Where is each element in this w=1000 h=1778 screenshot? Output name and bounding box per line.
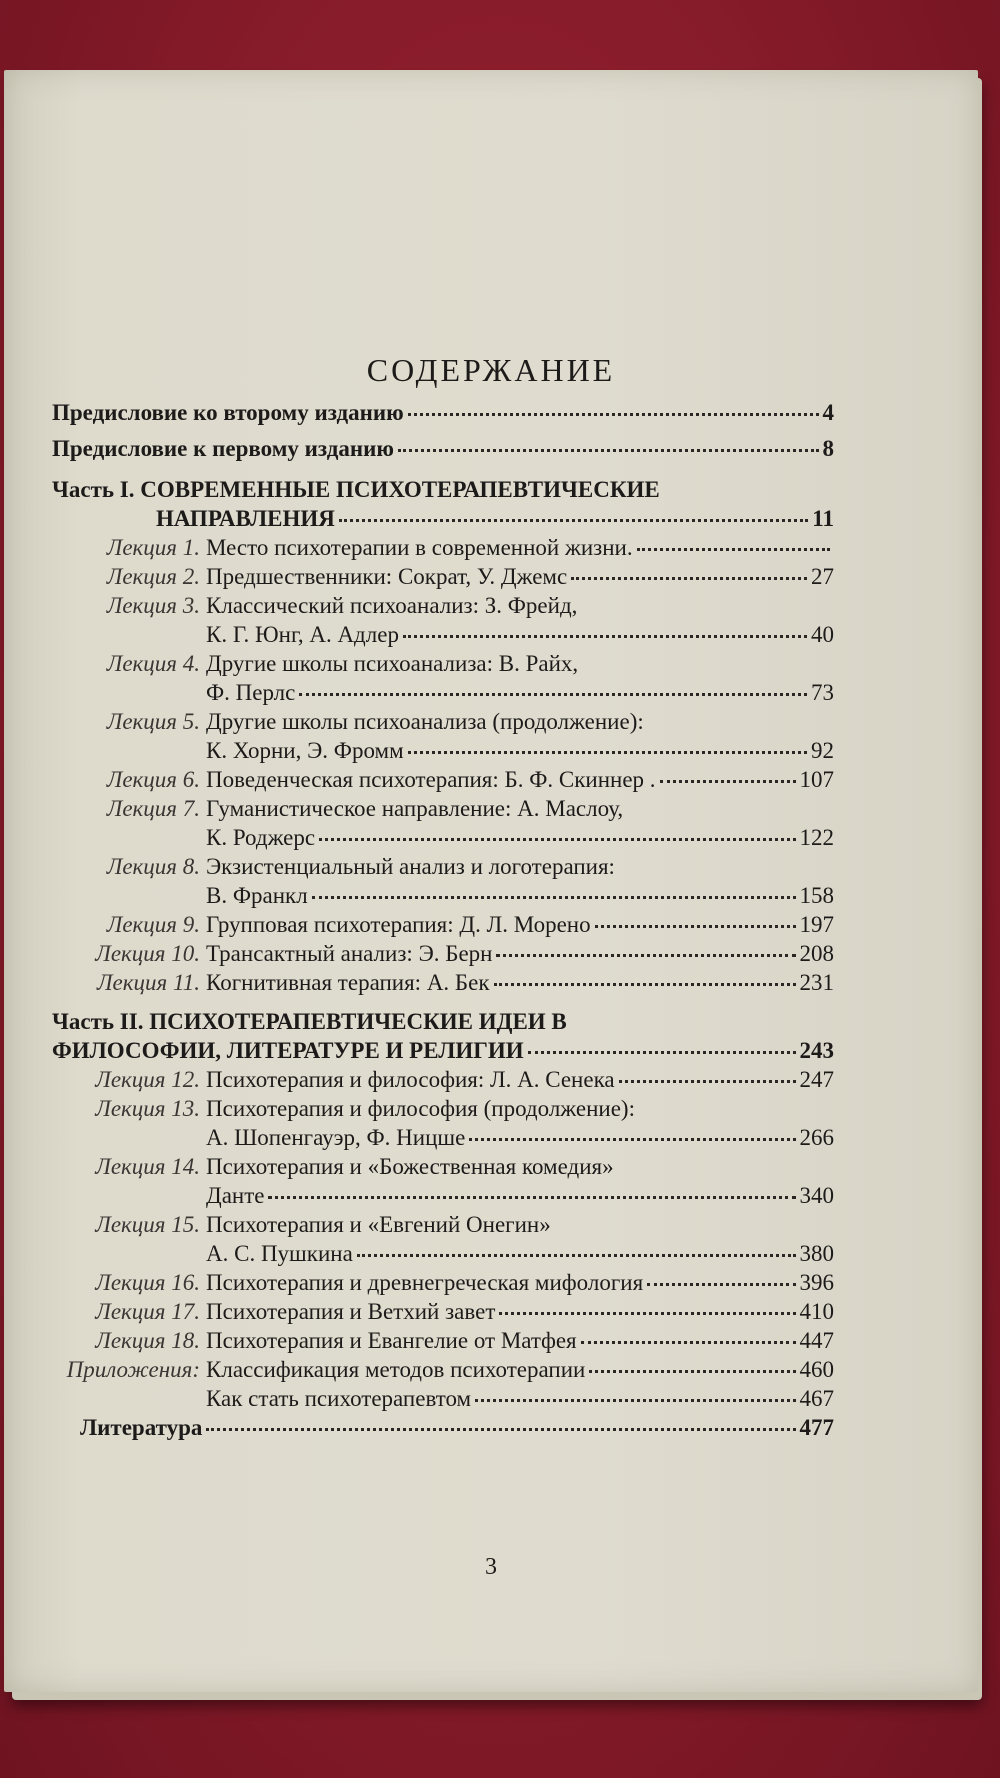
lecture-page: 266 xyxy=(799,1125,834,1150)
lecture-label: Лекция 12. xyxy=(95,1067,200,1092)
lecture-entry xyxy=(52,794,834,823)
page-title: СОДЕРЖАНИЕ xyxy=(366,352,616,388)
lecture-title: К. Роджерс xyxy=(206,825,316,850)
lecture-entry xyxy=(52,1326,834,1355)
lecture-title: А. Шопенгауэр, Ф. Ницше xyxy=(206,1125,466,1150)
leader-dots xyxy=(398,449,819,452)
lecture-title: А. С. Пушкина xyxy=(206,1241,353,1266)
lecture-label: Лекция 7. xyxy=(106,796,200,821)
lecture-label: Лекция 15. xyxy=(95,1212,200,1237)
lecture-entry xyxy=(52,649,834,678)
lecture-page: 208 xyxy=(799,941,834,966)
leader-dots xyxy=(494,983,796,986)
lecture-title: Место психотерапии в современной жизни. xyxy=(206,535,633,560)
lecture-entry-continuation xyxy=(52,1123,834,1152)
lecture-label: Лекция 16. xyxy=(95,1270,200,1295)
lecture-title: Другие школы психоанализа (продолжение): xyxy=(206,709,644,734)
lecture-entry xyxy=(52,591,834,620)
book-page xyxy=(4,70,978,1692)
lecture-title: Психотерапия и Ветхий завет xyxy=(206,1299,496,1324)
lecture-label: Лекция 18. xyxy=(95,1328,200,1353)
part-heading-label: НАПРАВЛЕНИЯ xyxy=(156,506,335,531)
lecture-page: 107 xyxy=(799,767,834,792)
lecture-page: 231 xyxy=(799,970,834,995)
lecture-entry xyxy=(52,1065,834,1094)
lecture-entry xyxy=(52,1094,834,1123)
appendix-entry-1 xyxy=(52,1355,834,1384)
lecture-entry xyxy=(52,852,834,881)
lecture-entry xyxy=(52,939,834,968)
leader-dots xyxy=(408,413,819,416)
lecture-label: Лекция 5. xyxy=(106,709,200,734)
lecture-entry-continuation xyxy=(52,823,834,852)
part-heading-page: 243 xyxy=(799,1038,834,1063)
lecture-entry xyxy=(52,910,834,939)
lecture-label: Лекция 14. xyxy=(95,1154,200,1179)
lecture-label: Лекция 8. xyxy=(106,854,200,879)
lecture-page: 197 xyxy=(799,912,834,937)
lecture-entry-continuation xyxy=(52,620,834,649)
lecture-entry-continuation xyxy=(52,1239,834,1268)
leader-dots xyxy=(403,635,807,638)
leader-dots xyxy=(647,1283,795,1286)
leader-dots xyxy=(589,1370,795,1373)
toc-entry-page: 8 xyxy=(822,436,834,461)
lecture-page: 73 xyxy=(811,680,834,705)
lecture-entry xyxy=(52,1152,834,1181)
lecture-title: Поведенческая психотерапия: Б. Ф. Скиннер . xyxy=(206,767,656,792)
lecture-title: Психотерапия и «Евгений Онегин» xyxy=(206,1212,551,1237)
lecture-title: К. Хорни, Э. Фромм xyxy=(206,738,404,763)
lecture-label: Лекция 1. xyxy=(106,535,200,560)
leader-dots xyxy=(339,519,808,522)
part-heading-label: ФИЛОСОФИИ, ЛИТЕРАТУРЕ И РЕЛИГИИ xyxy=(52,1038,524,1063)
appendix-entry-2 xyxy=(52,1384,834,1413)
lecture-entry-continuation xyxy=(52,1181,834,1210)
lecture-title: Психотерапия и философия: Л. А. Сенека xyxy=(206,1067,615,1092)
lecture-title: В. Франкл xyxy=(206,883,308,908)
appendix-item-page: 460 xyxy=(799,1357,834,1382)
leader-dots xyxy=(499,1312,795,1315)
lecture-title: Предшественники: Сократ, У. Джемс xyxy=(206,564,568,589)
lecture-title: Экзистенциальный анализ и логотерапия: xyxy=(206,854,615,879)
lecture-title: Психотерапия и философия (продолжение): xyxy=(206,1096,635,1121)
leader-dots xyxy=(475,1399,795,1402)
lecture-title: Гуманистическое направление: А. Маслоу, xyxy=(206,796,624,821)
leader-dots xyxy=(268,1196,795,1199)
part-1-lectures xyxy=(52,533,834,997)
lecture-title: Данте xyxy=(206,1183,265,1208)
lecture-title: Когнитивная терапия: А. Бек xyxy=(206,970,490,995)
part-heading-page: 11 xyxy=(812,506,834,531)
part-2-heading: Часть II. ПСИХОТЕРАПЕВТИЧЕСКИЕ ИДЕИ В xyxy=(52,1009,567,1034)
lecture-title: Психотерапия и Евангелие от Матфея xyxy=(206,1328,577,1353)
lecture-page: 396 xyxy=(799,1270,834,1295)
lecture-page: 340 xyxy=(799,1183,834,1208)
lecture-label: Лекция 17. xyxy=(95,1299,200,1324)
page-number: 3 xyxy=(485,1554,497,1580)
lecture-label: Лекция 2. xyxy=(106,564,200,589)
lecture-entry xyxy=(52,968,834,997)
appendix-item-page: 467 xyxy=(799,1386,834,1411)
leader-dots xyxy=(619,1080,796,1083)
leader-dots xyxy=(319,838,795,841)
lecture-title: Другие школы психоанализа: В. Райх, xyxy=(206,651,579,676)
lecture-title: К. Г. Юнг, А. Адлер xyxy=(206,622,399,647)
lecture-entry xyxy=(52,533,834,562)
lecture-entry xyxy=(52,1268,834,1297)
lecture-title: Психотерапия и древнегреческая мифология xyxy=(206,1270,644,1295)
leader-dots xyxy=(357,1254,796,1257)
part-1-heading: Часть I. СОВРЕМЕННЫЕ ПСИХОТЕРАПЕВТИЧЕСКИЕ xyxy=(52,477,660,502)
appendix-item-text: Как стать психотерапевтом xyxy=(206,1386,472,1411)
leader-dots xyxy=(408,751,807,754)
lecture-page: 380 xyxy=(799,1241,834,1266)
lecture-entry-continuation xyxy=(52,881,834,910)
lecture-page: 92 xyxy=(811,738,834,763)
table-of-contents xyxy=(52,398,834,1442)
lecture-label: Лекция 6. xyxy=(106,767,200,792)
lecture-entry-continuation xyxy=(52,736,834,765)
part-1-heading-line2 xyxy=(52,504,834,533)
lecture-label: Лекция 3. xyxy=(106,593,200,618)
leader-dots xyxy=(528,1051,796,1054)
lecture-entry xyxy=(52,765,834,794)
toc-entry-literature xyxy=(52,1413,834,1442)
leader-dots xyxy=(660,780,796,783)
toc-entry-page: 4 xyxy=(822,400,834,425)
toc-entry-page: 477 xyxy=(799,1415,834,1440)
lecture-label: Лекция 9. xyxy=(106,912,200,937)
part-2-lectures xyxy=(52,1065,834,1355)
leader-dots xyxy=(595,925,796,928)
toc-entry-preface-second xyxy=(52,398,834,427)
leader-dots xyxy=(637,548,830,551)
lecture-label: Лекция 13. xyxy=(95,1096,200,1121)
lecture-entry xyxy=(52,562,834,591)
toc-entry-label: Предисловие ко второму изданию xyxy=(52,400,404,425)
lecture-title: Трансактный анализ: Э. Берн xyxy=(206,941,493,966)
leader-dots xyxy=(469,1138,795,1141)
leader-dots xyxy=(571,577,807,580)
leader-dots xyxy=(206,1428,795,1431)
leader-dots xyxy=(312,896,796,899)
lecture-page: 247 xyxy=(799,1067,834,1092)
appendix-label: Приложения: xyxy=(66,1357,200,1382)
lecture-entry xyxy=(52,707,834,736)
toc-entry-label: Литература xyxy=(80,1415,203,1440)
lecture-title: Классический психоанализ: З. Фрейд, xyxy=(206,593,578,618)
lecture-page: 27 xyxy=(811,564,834,589)
lecture-page: 447 xyxy=(799,1328,834,1353)
lecture-entry xyxy=(52,1210,834,1239)
leader-dots xyxy=(496,954,795,957)
lecture-label: Лекция 4. xyxy=(106,651,200,676)
lecture-label: Лекция 11. xyxy=(96,970,200,995)
lecture-entry-continuation xyxy=(52,678,834,707)
lecture-page: 410 xyxy=(799,1299,834,1324)
lecture-title: Групповая психотерапия: Д. Л. Морено xyxy=(206,912,591,937)
lecture-label: Лекция 10. xyxy=(95,941,200,966)
lecture-entry xyxy=(52,1297,834,1326)
lecture-page: 40 xyxy=(811,622,834,647)
toc-entry-label: Предисловие к первому изданию xyxy=(52,436,394,461)
leader-dots xyxy=(581,1341,796,1344)
lecture-title: Ф. Перлс xyxy=(206,680,296,705)
leader-dots xyxy=(299,693,807,696)
toc-entry-preface-first xyxy=(52,434,834,463)
appendix-item-text: Классификация методов психотерапии xyxy=(206,1357,586,1382)
part-2-heading-line2 xyxy=(52,1036,834,1065)
lecture-page: 122 xyxy=(799,825,834,850)
lecture-page: 158 xyxy=(799,883,834,908)
lecture-title: Психотерапия и «Божественная комедия» xyxy=(206,1154,614,1179)
